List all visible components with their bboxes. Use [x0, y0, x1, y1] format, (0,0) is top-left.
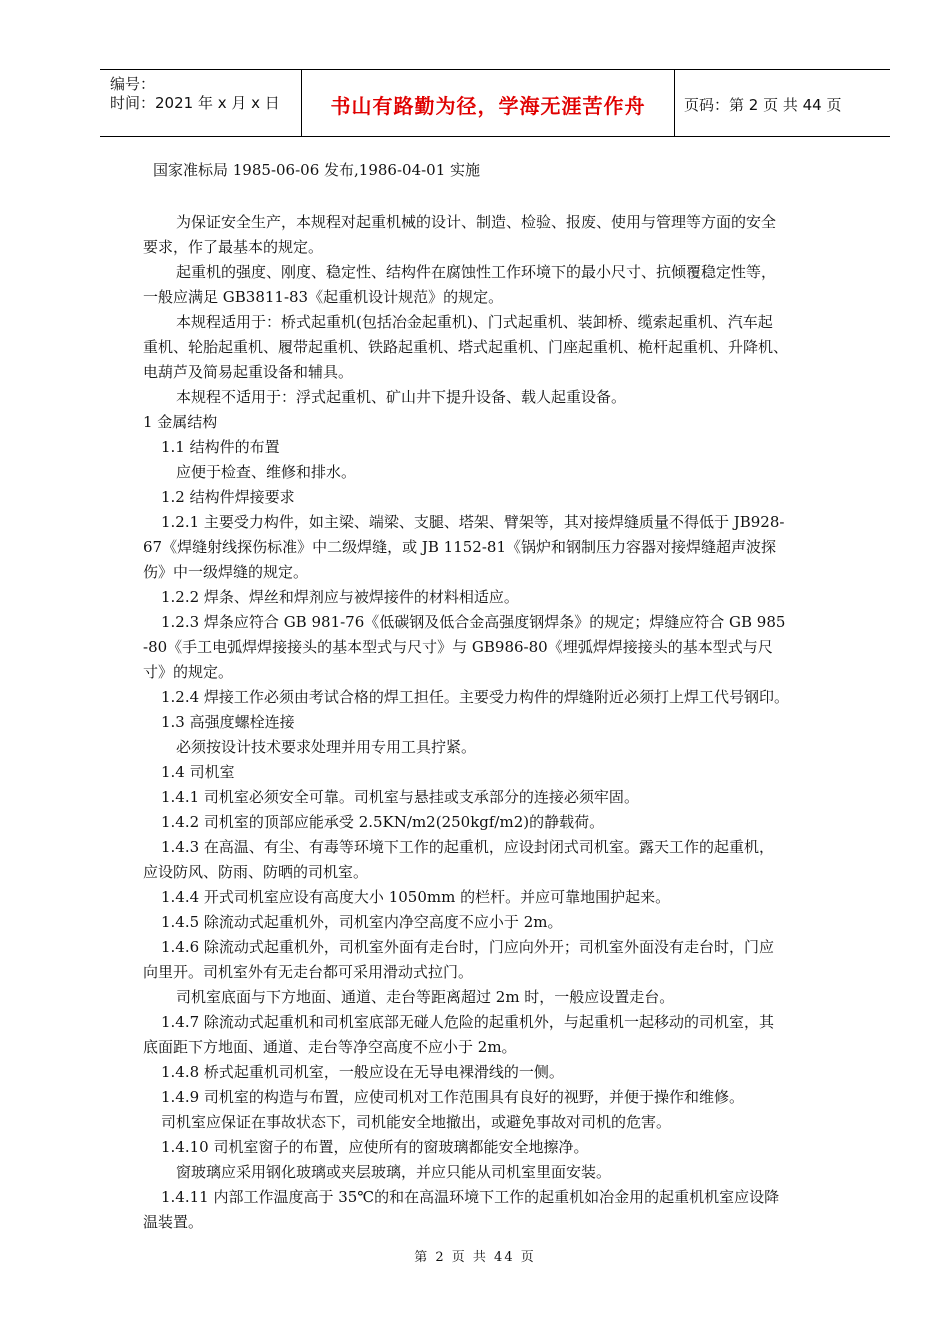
body-line: 1.4.2 司机室的顶部应能承受 2.5KN/m2(250kgf/m2)的静载荷。: [161, 813, 605, 831]
subsection-heading: 1.3 高强度螺栓连接: [161, 713, 295, 731]
body-line: 1.4.10 司机室窗子的布置，应使所有的窗玻璃都能安全地擦净。: [161, 1138, 589, 1156]
body-line: 本规程不适用于：浮式起重机、矿山井下提升设备、载人起重设备。: [176, 388, 627, 406]
body-line: 向里开。司机室外有无走台都可采用滑动式拉门。: [143, 963, 474, 981]
body-line: 1.4.5 除流动式起重机外，司机室内净空高度不应小于 2m。: [161, 913, 563, 931]
body-line: 应设防风、防雨、防晒的司机室。: [143, 863, 369, 881]
body-line: 必须按设计技术要求处理并用专用工具拧紧。: [176, 738, 477, 756]
body-line: 1.2.4 焊接工作必须由考试合格的焊工担任。主要受力构件的焊缝附近必须打上焊工代号钢印。: [161, 688, 789, 706]
body-line: 67《焊缝射线探伤标准》中二级焊缝，或 JB 1152-81《锅炉和钢制压力容器对接焊缝超声波探: [143, 538, 776, 556]
subsection-heading: 1.4 司机室: [161, 763, 235, 781]
body-line: 国家准标局 1985-06-06 发布,1986-04-01 实施: [153, 161, 481, 179]
body-line: 重机、轮胎起重机、履带起重机、铁路起重机、塔式起重机、门座起重机、桅杆起重机、升降机、: [143, 338, 789, 356]
header-meta-cell: [100, 70, 300, 136]
body-line: 1.4.11 内部工作温度高于 35℃的和在高温环境下工作的起重机如冶金用的起重机机室应设降: [161, 1188, 780, 1206]
body-line: 要求，作了最基本的规定。: [143, 238, 324, 256]
header-motto: 书山有路勤为径，学海无涯苦作舟: [330, 94, 646, 118]
section-heading: 1 金属结构: [143, 413, 218, 431]
body-line: 1.2.1 主要受力构件，如主梁、端梁、支腿、塔架、臂架等，其对接焊缝质量不得低于 JB928-: [161, 513, 785, 531]
body-line: 电葫芦及简易起重设备和辅具。: [143, 363, 354, 381]
body-line: 本规程适用于：桥式起重机(包括冶金起重机)、门式起重机、装卸桥、缆索起重机、汽车起: [176, 313, 773, 331]
body-line: 一般应满足 GB3811-83《起重机设计规范》的规定。: [143, 288, 504, 306]
body-line: 起重机的强度、刚度、稳定性、结构件在腐蚀性工作环境下的最小尺寸、抗倾覆稳定性等，: [176, 263, 777, 281]
body-line: 窗玻璃应采用钢化玻璃或夹层玻璃，并应只能从司机室里面安装。: [176, 1163, 612, 1181]
header-motto-cell: [301, 70, 675, 136]
body-line: 温装置。: [143, 1213, 204, 1231]
body-line: 1.2.3 焊条应符合 GB 981-76《低碳钢及低合金高强度钢焊条》的规定；焊缝应符合 GB 985: [161, 613, 786, 631]
subsection-heading: 1.1 结构件的布置: [161, 438, 280, 456]
body-line: 1.4.4 开式司机室应设有高度大小 1050mm 的栏杆。并应可靠地围护起来。: [161, 888, 671, 906]
body-line: 伤》中一级焊缝的规定。: [143, 563, 309, 581]
page-footer: 第 2 页 共 44 页: [414, 1250, 536, 1265]
body-line: 1.4.6 除流动式起重机外，司机室外面有走台时，门应向外开；司机室外面没有走台时，门应: [161, 938, 774, 956]
body-line: 1.4.8 桥式起重机司机室，一般应设在无导电裸滑线的一侧。: [161, 1063, 564, 1081]
body-line: 司机室应保证在事故状态下，司机能安全地撤出，或避免事故对司机的危害。: [161, 1113, 672, 1131]
body-line: -80《手工电弧焊焊接接头的基本型式与尺寸》与 GB986-80《埋弧焊焊接接头的基本型式与尺: [143, 638, 773, 656]
body-line: 司机室底面与下方地面、通道、走台等距离超过 2m 时，一般应设置走台。: [176, 988, 675, 1006]
body-line: 为保证安全生产，本规程对起重机械的设计、制造、检验、报废、使用与管理等方面的安全: [176, 213, 777, 231]
body-line: 1.4.7 除流动式起重机和司机室底部无碰人危险的起重机外，与起重机一起移动的司机室，其: [161, 1013, 774, 1031]
body-line: 1.4.3 在高温、有尘、有毒等环境下工作的起重机，应设封闭式司机室。露天工作的起重机，: [161, 838, 774, 856]
document-number-label: 编号：: [110, 75, 156, 93]
body-line: 1.2.2 焊条、焊丝和焊剂应与被焊接件的材料相适应。: [161, 588, 519, 606]
page-header: [100, 69, 890, 137]
body-line: 底面距下方地面、通道、走台等净空高度不应小于 2m。: [143, 1038, 517, 1056]
subsection-heading: 1.2 结构件焊接要求: [161, 488, 295, 506]
body-line: 1.4.9 司机室的构造与布置，应使司机对工作范围具有良好的视野，并便于操作和维修。: [161, 1088, 744, 1106]
document-time-label: 时间：2021 年 x 月 x 日: [110, 94, 280, 112]
header-page-cell: [674, 70, 890, 136]
body-line: 1.4.1 司机室必须安全可靠。司机室与悬挂或支承部分的连接必须牢固。: [161, 788, 639, 806]
header-page-label: 页码：第 2 页 共 44 页: [684, 96, 842, 114]
body-line: 寸》的规定。: [143, 663, 234, 681]
body-line: 应便于检查、维修和排水。: [176, 463, 357, 481]
